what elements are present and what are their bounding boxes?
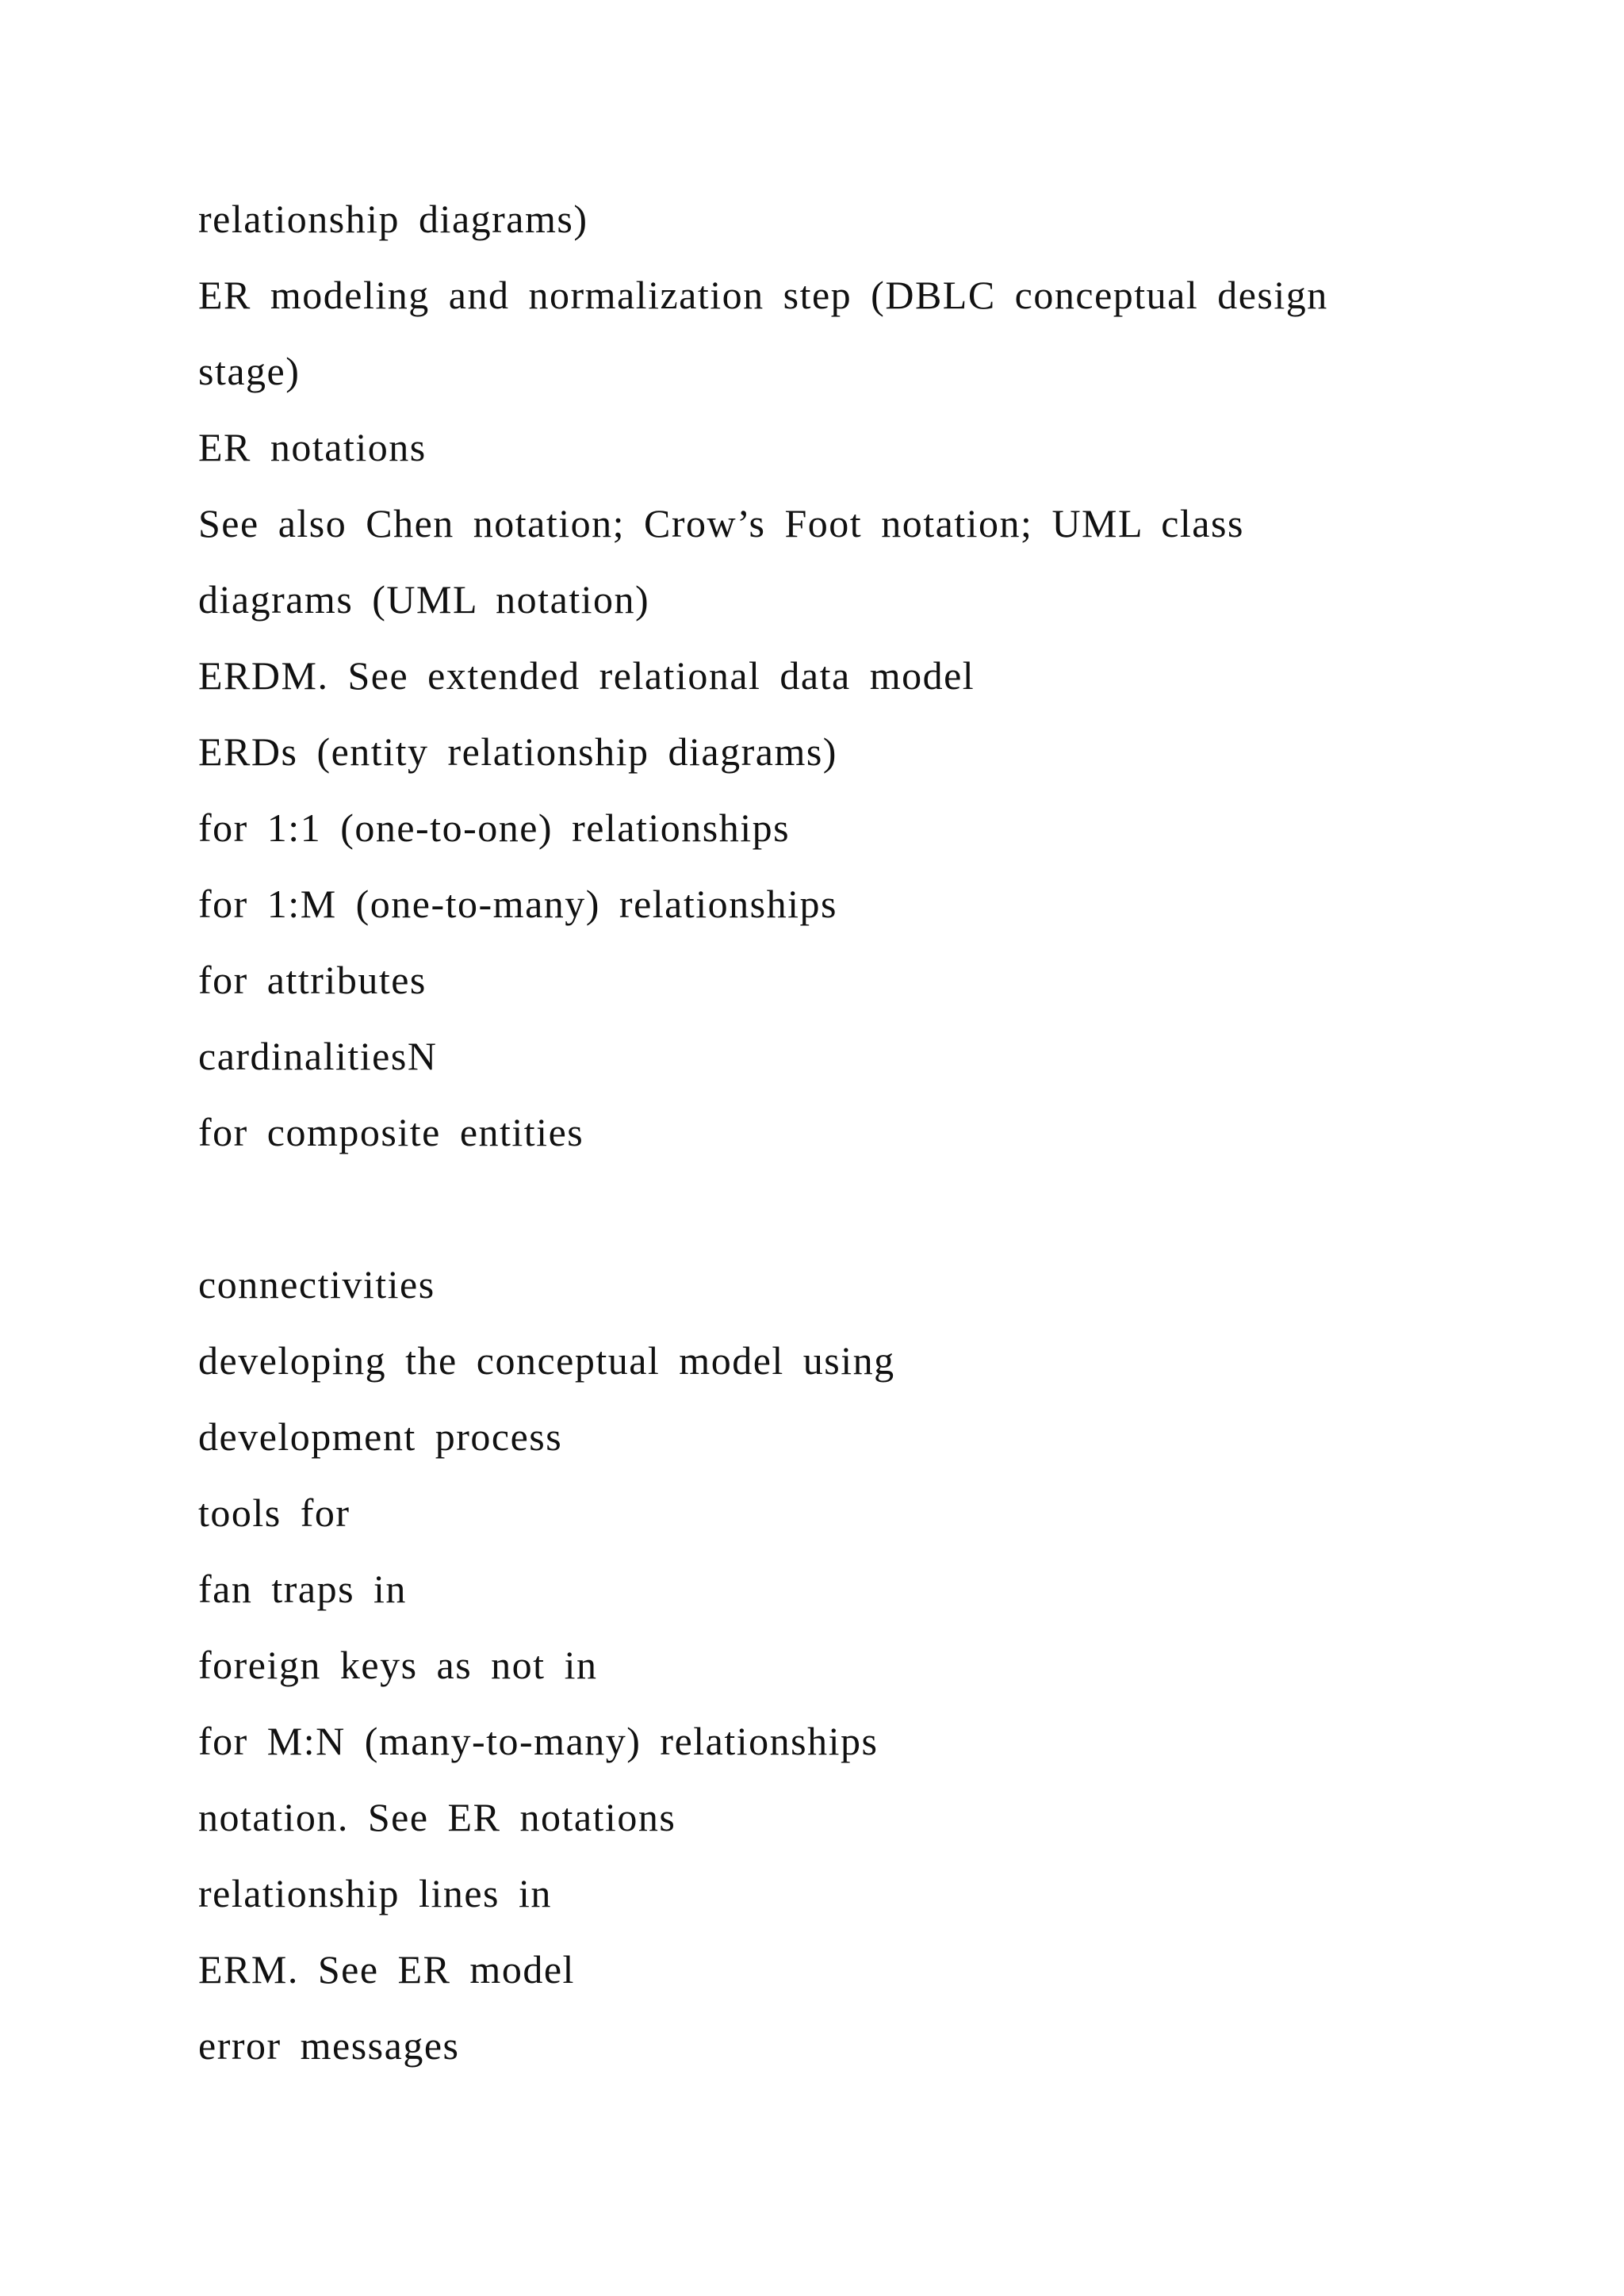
index-entry: stage) [198, 349, 301, 393]
index-entry: fan traps in [198, 1567, 407, 1611]
index-entry: connectivities [198, 1262, 435, 1307]
index-entry: cardinalitiesN [198, 1034, 438, 1078]
index-entry: ERDM. See extended relational data model [198, 653, 975, 698]
index-entry: foreign keys as not in [198, 1643, 598, 1687]
index-entry: development process [198, 1414, 563, 1459]
index-entry: relationship lines in [198, 1871, 552, 1915]
index-entry: for composite entities [198, 1110, 584, 1154]
index-entry: See also Chen notation; Crow’s Foot notation; UML class [198, 501, 1244, 545]
index-entry-list [198, 181, 1546, 2084]
index-entry: ER modeling and normalization step (DBLC conceptual design [198, 273, 1328, 317]
index-entry: ERDs (entity relationship diagrams) [198, 729, 837, 774]
index-entry: diagrams (UML notation) [198, 577, 650, 622]
index-entry: ER notations [198, 425, 427, 469]
index-entry: error messages [198, 2023, 460, 2068]
index-entry: tools for [198, 1490, 350, 1535]
index-entry: for M:N (many-to-many) relationships [198, 1719, 879, 1763]
index-entry: for 1:1 (one-to-one) relationships [198, 806, 791, 850]
blank-line [198, 1170, 1546, 1246]
index-entry: for 1:M (one-to-many) relationships [198, 882, 837, 926]
index-entry: developing the conceptual model using [198, 1338, 895, 1383]
index-entry: notation. See ER notations [198, 1795, 676, 1839]
index-entry: for attributes [198, 958, 427, 1002]
index-entry: relationship diagrams) [198, 197, 588, 241]
index-entry: ERM. See ER model [198, 1947, 575, 1992]
